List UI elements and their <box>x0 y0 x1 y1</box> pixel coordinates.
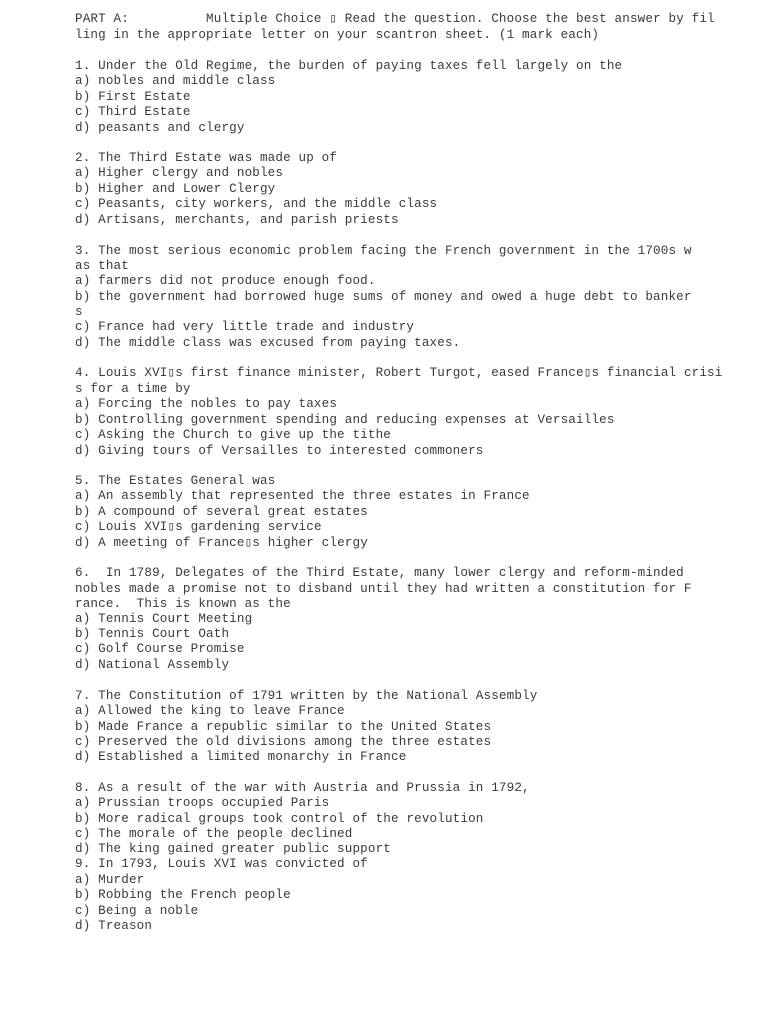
question-6-option-c: c) Golf Course Promise <box>75 642 245 656</box>
question-2-option-a: a) Higher clergy and nobles <box>75 166 284 180</box>
question-1-option-b: b) First Estate <box>75 90 191 104</box>
question-9-option-c: c) Being a noble <box>75 904 199 918</box>
question-3-option-d: d) The middle class was excused from paying taxes. <box>75 336 461 350</box>
question-1-text: 1. Under the Old Regime, the burden of paying taxes fell largely on the <box>75 59 623 73</box>
question-4-text-cont: s for a time by <box>75 382 191 396</box>
question-9-text: 9. In 1793, Louis XVI was convicted of <box>75 857 368 871</box>
question-6-text-cont-1: nobles made a promise not to disband until they had written a constitution for F <box>75 582 692 596</box>
question-1-option-c: c) Third Estate <box>75 105 191 119</box>
question-8-option-b: b) More radical groups took control of the revolution <box>75 812 484 826</box>
question-8-option-d: d) The king gained greater public support <box>75 842 392 856</box>
question-4-option-d: d) Giving tours of Versailles to interested commoners <box>75 444 484 458</box>
question-9-option-d: d) Treason <box>75 919 153 933</box>
question-5-option-a: a) An assembly that represented the three estates in France <box>75 489 530 503</box>
question-7-option-b: b) Made France a republic similar to the United States <box>75 720 492 734</box>
question-2-option-b: b) Higher and Lower Clergy <box>75 182 276 196</box>
question-8-option-c: c) The morale of the people declined <box>75 827 353 841</box>
question-6-option-a: a) Tennis Court Meeting <box>75 612 253 626</box>
question-9-option-b: b) Robbing the French people <box>75 888 291 902</box>
question-6-option-d: d) National Assembly <box>75 658 230 672</box>
question-2-text: 2. The Third Estate was made up of <box>75 151 338 165</box>
question-6-text: 6. In 1789, Delegates of the Third Estate, many lower clergy and reform-minded <box>75 566 684 580</box>
question-5-option-c: c) Louis XVI▯s gardening service <box>75 520 322 534</box>
question-3-text: 3. The most serious economic problem facing the French government in the 1700s w <box>75 244 692 258</box>
question-9-option-a: a) Murder <box>75 873 145 887</box>
question-7-option-c: c) Preserved the old divisions among the three estates <box>75 735 492 749</box>
instructions-line-1: PART A: Multiple Choice ▯ Read the question. Choose the best answer by fil <box>75 12 715 26</box>
question-5-option-b: b) A compound of several great estates <box>75 505 368 519</box>
question-8-text: 8. As a result of the war with Austria and Prussia in 1792, <box>75 781 530 795</box>
question-1-option-d: d) peasants and clergy <box>75 121 245 135</box>
question-2-option-c: c) Peasants, city workers, and the middle class <box>75 197 438 211</box>
question-6-text-cont-2: rance. This is known as the <box>75 597 291 611</box>
question-3-option-b: b) the government had borrowed huge sums of money and owed a huge debt to banker <box>75 290 692 304</box>
question-4-option-c: c) Asking the Church to give up the tithe <box>75 428 392 442</box>
question-4-option-b: b) Controlling government spending and reducing expenses at Versailles <box>75 413 615 427</box>
question-3-option-b-cont: s <box>75 305 83 319</box>
instructions-line-2: ling in the appropriate letter on your scantron sheet. (1 mark each) <box>75 28 600 42</box>
question-1-option-a: a) nobles and middle class <box>75 74 276 88</box>
question-3-option-a: a) farmers did not produce enough food. <box>75 274 376 288</box>
question-5-text: 5. The Estates General was <box>75 474 276 488</box>
question-4-option-a: a) Forcing the nobles to pay taxes <box>75 397 338 411</box>
question-8-option-a: a) Prussian troops occupied Paris <box>75 796 330 810</box>
question-7-option-a: a) Allowed the king to leave France <box>75 704 345 718</box>
question-4-text: 4. Louis XVI▯s first finance minister, Robert Turgot, eased France▯s financial crisi <box>75 366 723 380</box>
question-7-text: 7. The Constitution of 1791 written by the National Assembly <box>75 689 538 703</box>
question-7-option-d: d) Established a limited monarchy in France <box>75 750 407 764</box>
question-5-option-d: d) A meeting of France▯s higher clergy <box>75 536 368 550</box>
question-6-option-b: b) Tennis Court Oath <box>75 627 230 641</box>
question-3-option-c: c) France had very little trade and industry <box>75 320 415 334</box>
question-3-text-cont: as that <box>75 259 129 273</box>
question-2-option-d: d) Artisans, merchants, and parish priests <box>75 213 399 227</box>
